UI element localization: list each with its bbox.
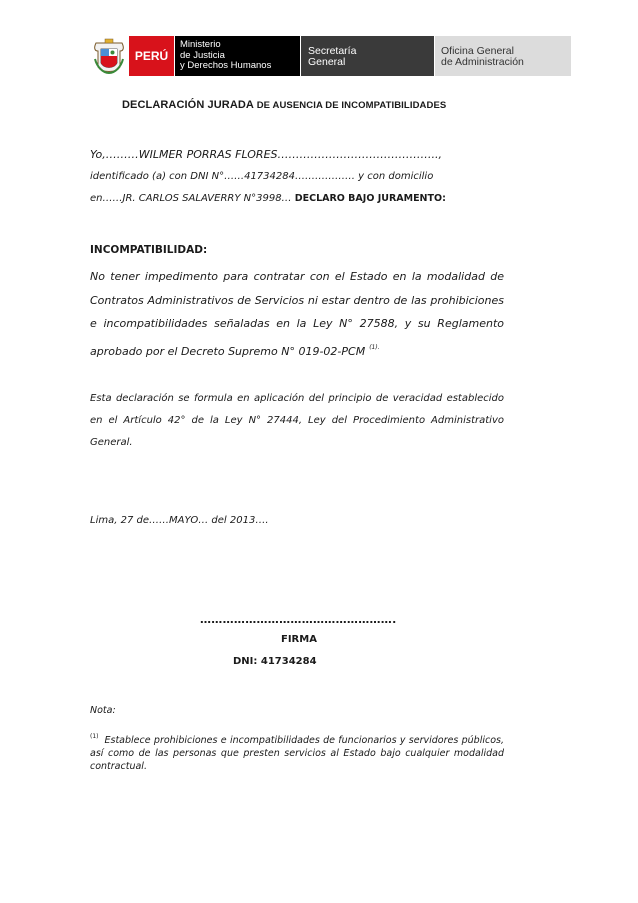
peru-label: PERÚ (129, 36, 175, 76)
declaration-paragraph (90, 144, 504, 210)
coat-of-arms-icon (91, 36, 127, 76)
note-text: Establece prohibiciones e incompatibilidades de funcionarios y servidores públicos, así como de las personas que presten servicios al Estado bajo cualquier modalidad contractual. (90, 735, 504, 772)
oficina-label: Oficina General de Administración (435, 36, 571, 76)
declaration-line-3: en……JR. CARLOS SALAVERRY N°3998… DECLARO BAJO JURAMENTO: (90, 193, 446, 204)
signature-label: FIRMA (281, 634, 317, 645)
footnote-ref: (1). (369, 343, 380, 351)
title-sub: DE AUSENCIA DE INCOMPATIBILIDADES (253, 100, 447, 111)
incompatibility-paragraph (90, 265, 504, 363)
ministerio-label: Ministerio de Justicia y Derechos Humanos (175, 36, 301, 76)
title-main: DECLARACIÓN JURADA (122, 99, 254, 111)
note-paragraph (90, 730, 504, 773)
incompatibility-text: No tener impedimento para contratar con el Estado en la modalidad de Contratos Administrativos de Servicios ni estar dentro de las prohibiciones e incompatibilidades señaladas en la Ley N° 27588, y su Reglamento aprobado por el Decreto Supremo N° 019-02-PCM (90, 270, 504, 358)
incompatibility-title: INCOMPATIBILIDAD: (90, 244, 208, 256)
declaration-line-1: Yo,………WILMER PORRAS FLORES…………………………………….., (90, 148, 442, 161)
institution-header (91, 36, 571, 76)
place-date: Lima, 27 de……MAYO… del 2013…. (90, 515, 269, 526)
document-title (122, 99, 542, 111)
signature-dni: DNI: 41734284 (233, 656, 317, 667)
declaration-line-2: identificado (a) con DNI N°……41734284……………… y con domicilio (90, 171, 434, 182)
note-ref: (1) (90, 733, 99, 740)
veracity-paragraph: Esta declaración se formula en aplicación del principio de veracidad establecido en el Artículo 42° de la Ley N° 27444, Ley del Procedimiento Administrativo General. (90, 393, 504, 448)
declaro-juramento: DECLARO BAJO JURAMENTO: (294, 193, 446, 204)
signature-line: ……………………………………………. (200, 613, 397, 626)
note-label: Nota: (90, 705, 116, 716)
secretaria-label: Secretaría General (301, 36, 435, 76)
